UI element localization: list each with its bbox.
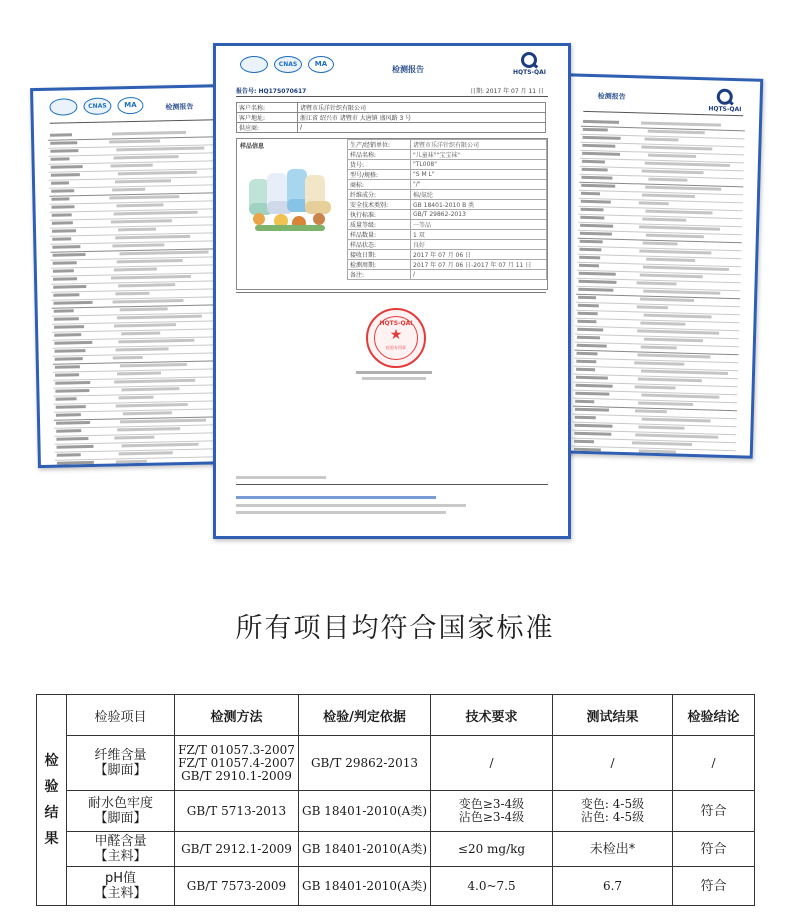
sample-field-row xyxy=(348,210,547,220)
divider xyxy=(236,484,548,485)
report-row xyxy=(55,465,225,468)
certification-logos xyxy=(240,56,334,73)
sample-field-value: 2017 年 07 月 06 日-2017 年 07 月 11 日 xyxy=(411,260,547,270)
requirement: 4.0~7.5 xyxy=(431,867,553,906)
report-table xyxy=(48,129,225,468)
sample-field-row xyxy=(348,160,547,170)
sample-field-row xyxy=(348,240,547,250)
header-item: 检验项目 xyxy=(67,695,175,736)
item-name: 甲醛含量 【主料】 xyxy=(67,832,175,867)
certification-logos xyxy=(49,97,143,116)
info-label: 客户地址: xyxy=(237,113,298,123)
sample-field-label: 安全技术类别: xyxy=(348,200,411,210)
report-sheet-front xyxy=(213,43,571,539)
sample-field-label: 型号/规格: xyxy=(348,170,411,180)
sample-field-row xyxy=(348,150,547,160)
info-label: 供应商: xyxy=(237,123,298,133)
test-method: GB/T 2912.1-2009 xyxy=(175,832,299,867)
sample-field-value: 良好 xyxy=(411,240,547,250)
sample-field-row xyxy=(348,270,547,280)
report-title: 检测报告 xyxy=(597,92,626,102)
sample-field-value: 1 双 xyxy=(411,230,547,240)
info-row xyxy=(237,113,546,123)
client-info-table xyxy=(236,102,546,133)
ma-logo: MA xyxy=(117,97,143,115)
report-table xyxy=(572,119,745,459)
hqts-logo: HQTS-QAI xyxy=(513,52,546,76)
basis: GB 18401-2010(A类) xyxy=(299,867,431,906)
ilac-logo xyxy=(240,56,268,73)
item-name: 耐水色牢度 【脚面】 xyxy=(67,791,175,832)
cnas-logo: CNAS xyxy=(83,97,111,115)
header-result: 测试结果 xyxy=(553,695,673,736)
sample-field-row xyxy=(348,190,547,200)
sample-field-row xyxy=(348,180,547,190)
footer-text xyxy=(236,476,326,479)
sample-field-label: 质量等级: xyxy=(348,220,411,230)
table-row xyxy=(37,791,755,832)
info-value: / xyxy=(298,123,546,133)
conclusion: 符合 xyxy=(673,791,755,832)
basis: GB/T 29862-2013 xyxy=(299,736,431,791)
header-method: 检测方法 xyxy=(175,695,299,736)
requirement: ≤20 mg/kg xyxy=(431,832,553,867)
conclusion: 符合 xyxy=(673,867,755,906)
magnifier-icon xyxy=(521,52,537,68)
sample-field-value: 2017 年 07 月 06 日 xyxy=(411,250,547,260)
report-title: 检测报告 xyxy=(165,102,194,112)
sample-field-row xyxy=(348,250,547,260)
header-conclusion: 检验结论 xyxy=(673,695,755,736)
result: / xyxy=(553,736,673,791)
result: 未检出* xyxy=(553,832,673,867)
sample-field-label: 接收日期: xyxy=(348,250,411,260)
sample-field-label: 样品名称: xyxy=(348,150,411,160)
sample-field-row xyxy=(348,230,547,240)
divider xyxy=(236,292,546,293)
test-method: FZ/T 01057.3-2007 FZ/T 01057.4-2007 GB/T 2910.1-2009 xyxy=(175,736,299,791)
report-number: 报告号: HQ17S070617 xyxy=(236,88,307,95)
sample-field-row xyxy=(348,140,547,150)
result: 变色: 4-5级 沾色: 4-5级 xyxy=(553,791,673,832)
test-method: GB/T 7573-2009 xyxy=(175,867,299,906)
conclusion: / xyxy=(673,736,755,791)
inspection-results-table xyxy=(36,694,755,906)
official-stamp: HQTS-QAI ★ 检验专用章 xyxy=(366,308,426,368)
sample-field-value: "/" xyxy=(411,180,547,190)
sample-field-label: 样品数量: xyxy=(348,230,411,240)
sample-field-label: 货号: xyxy=(348,160,411,170)
sample-field-label: 执行标准: xyxy=(348,210,411,220)
sample-field-value: 棉/氨纶 xyxy=(411,190,547,200)
info-row xyxy=(237,103,546,113)
sample-field-label: 纤维成分: xyxy=(348,190,411,200)
requirement: 变色≥3-4级 沾色≥3-4级 xyxy=(431,791,553,832)
sample-field-value: "TL008" xyxy=(411,160,547,170)
basis: GB 18401-2010(A类) xyxy=(299,791,431,832)
divider xyxy=(236,96,548,97)
sample-field-row xyxy=(348,170,547,180)
report-sheet-left xyxy=(30,84,242,468)
sample-field-label: 商标: xyxy=(348,180,411,190)
sample-field-value: / xyxy=(411,270,547,280)
sample-field-row xyxy=(348,260,547,270)
sample-field-row xyxy=(348,220,547,230)
ma-logo: MA xyxy=(308,56,334,73)
header-basis: 检验/判定依据 xyxy=(299,695,431,736)
sample-info-label: 样品信息 xyxy=(240,143,265,150)
sample-field-row xyxy=(348,200,547,210)
footer-text xyxy=(236,496,436,499)
hqts-logo: HQTS-QAI xyxy=(708,88,742,113)
footer-text xyxy=(236,504,466,507)
sample-field-label: 样品状态: xyxy=(348,240,411,250)
table-row xyxy=(37,867,755,906)
footer-text xyxy=(236,511,446,514)
sample-fields-table xyxy=(347,139,547,280)
sample-field-value: "儿童袜""宝宝袜" xyxy=(411,150,547,160)
item-name: 纤维含量 【脚面】 xyxy=(67,736,175,791)
star-icon: ★ xyxy=(389,327,403,343)
report-title: 检测报告 xyxy=(392,65,424,74)
sample-field-label: 检测周期: xyxy=(348,260,411,270)
sample-field-value: GB 18401-2010 B 类 xyxy=(411,200,547,210)
signature-line xyxy=(356,371,432,374)
table-row xyxy=(37,832,755,867)
info-label: 客户名称: xyxy=(237,103,298,113)
info-value: 浙江省 绍兴市 诸暨市 大唐镇 盛风路 3 号 xyxy=(298,113,546,123)
ilac-logo xyxy=(49,98,77,116)
signature-line xyxy=(362,377,426,380)
sample-field-value: GB/T 29862-2013 xyxy=(411,210,547,220)
socks-photo xyxy=(247,159,337,239)
side-label-inspection-result: 检 验 结 果 xyxy=(37,695,67,906)
item-name: pH值 【主料】 xyxy=(67,867,175,906)
sample-field-value: 一等品 xyxy=(411,220,547,230)
sample-field-value: "S M L" xyxy=(411,170,547,180)
info-row xyxy=(237,123,546,133)
page-heading: 所有项目均符合国家标准 xyxy=(235,613,555,644)
basis: GB 18401-2010(A类) xyxy=(299,832,431,867)
conclusion: 符合 xyxy=(673,832,755,867)
divider xyxy=(50,119,216,123)
header-requirement: 技术要求 xyxy=(431,695,553,736)
cnas-logo: CNAS xyxy=(274,56,302,73)
table-row xyxy=(37,736,755,791)
sample-info-box xyxy=(236,138,548,290)
test-method: GB/T 5713-2013 xyxy=(175,791,299,832)
info-value: 诸暨市乐洋针织有限公司 xyxy=(298,103,546,113)
result: 6.7 xyxy=(553,867,673,906)
sample-field-label: 备注: xyxy=(348,270,411,280)
sample-field-value: 诸暨市乐洋针织有限公司 xyxy=(411,140,547,150)
report-sheet-right xyxy=(555,73,764,458)
sample-field-label: 生产/经销单位: xyxy=(348,140,411,150)
report-date: 日期: 2017 年 07 月 11 日 xyxy=(469,88,544,95)
magnifier-icon xyxy=(717,89,733,105)
requirement: / xyxy=(431,736,553,791)
